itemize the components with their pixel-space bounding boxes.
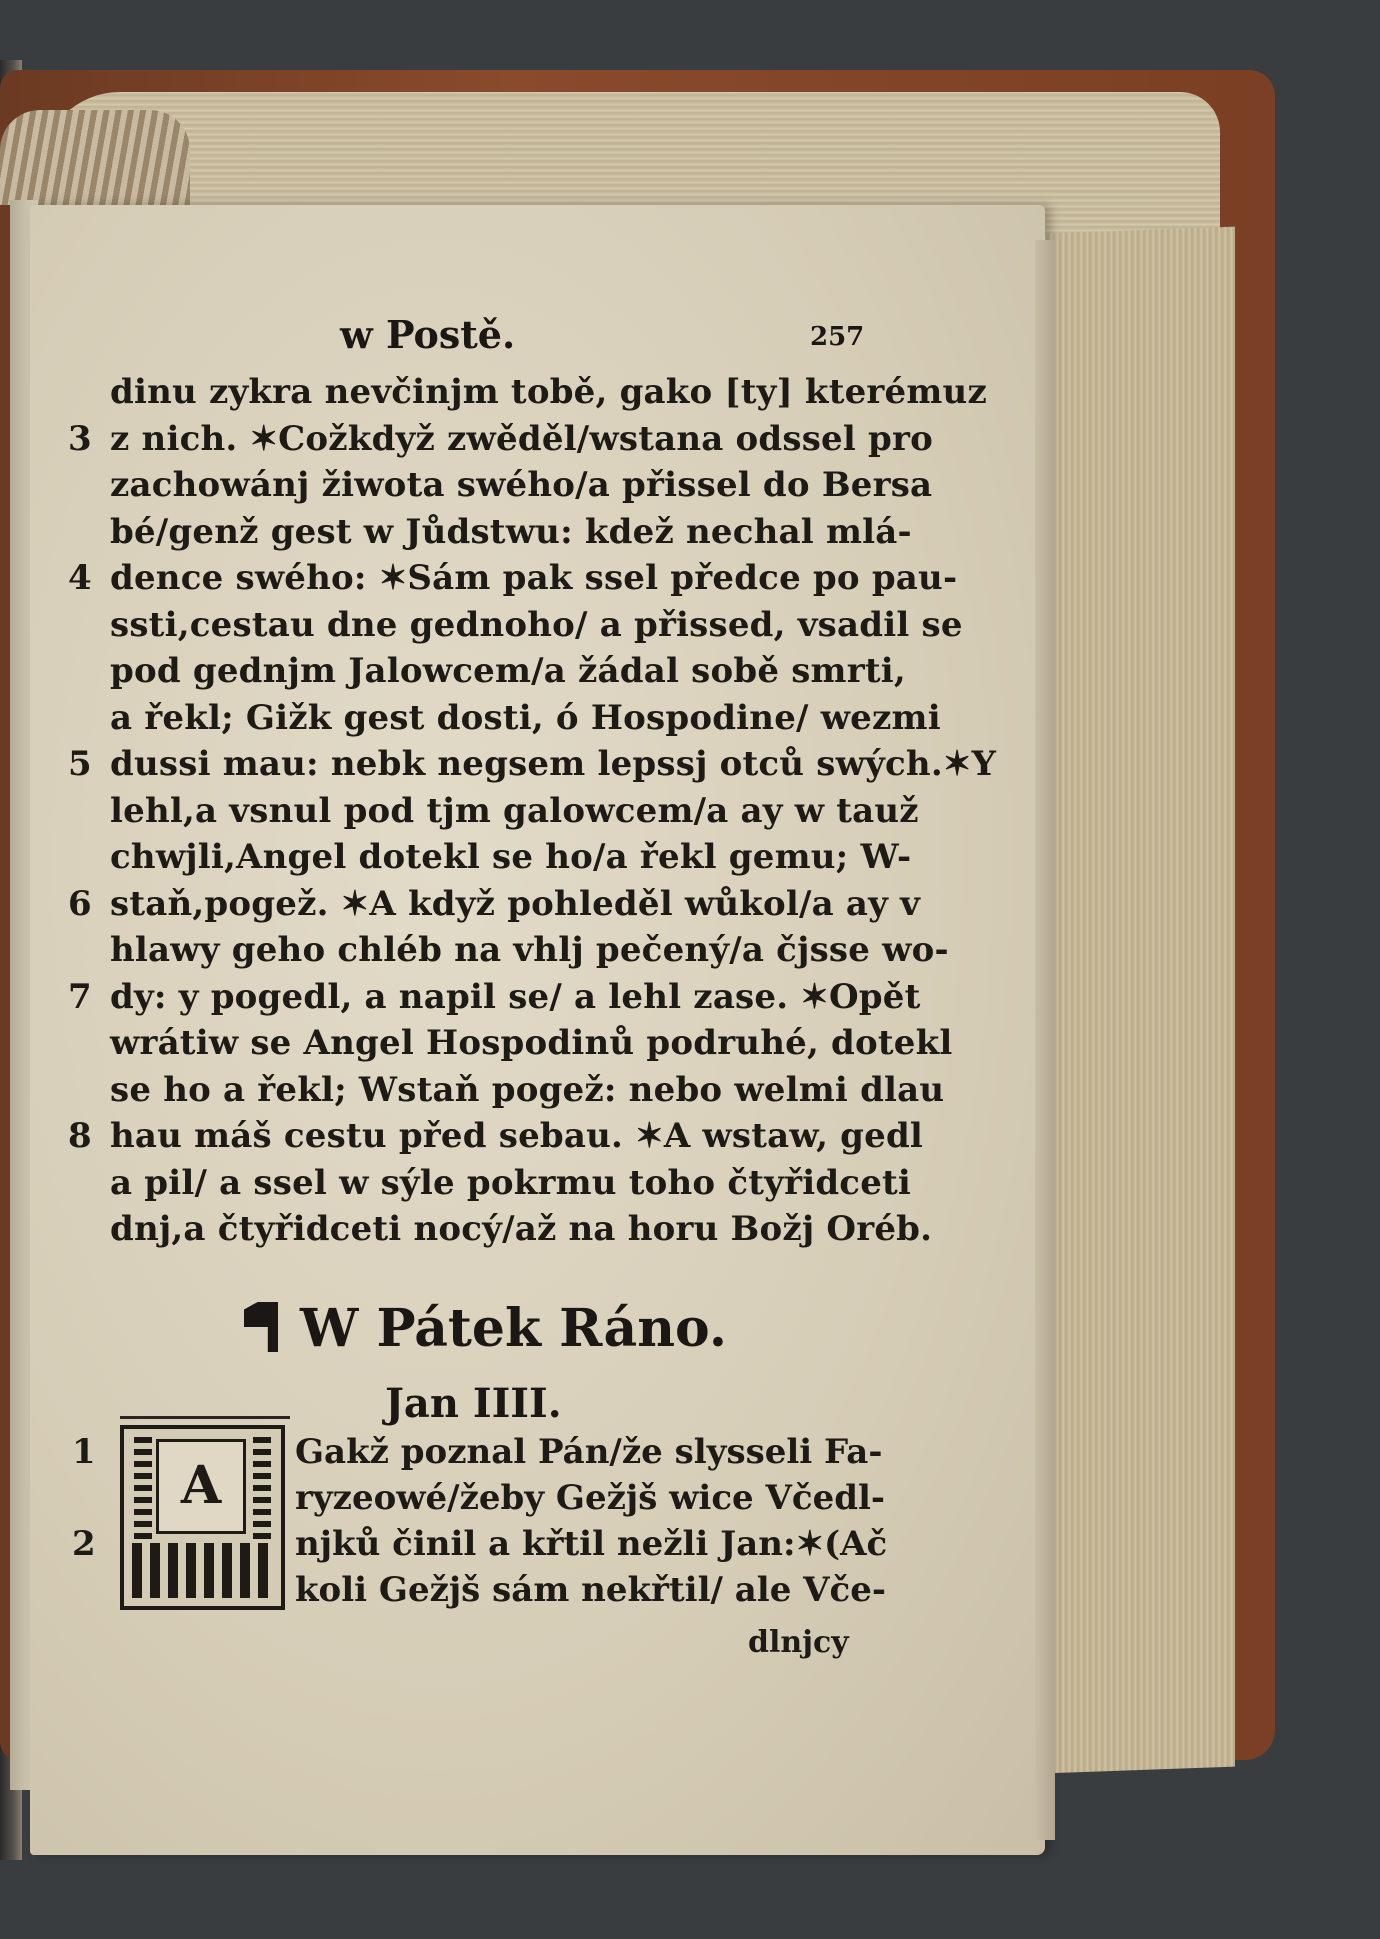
verse-number: 4 [68, 558, 92, 598]
page-shadow [1035, 240, 1055, 1840]
text-line: dy: y pogedl, a napil se/ a lehl zase. ✶Opět [110, 976, 921, 1017]
text-line: hlawy geho chléb na vhlj pečený/a čjsse wo- [110, 930, 949, 970]
text-line: ssti,cestau dne gednoho/ a přissed, vsadil se [110, 604, 963, 645]
text-line: ryzeowé/žeby Gežjš wice Včedl- [295, 1478, 886, 1518]
initial-pillar-right [253, 1437, 271, 1542]
initial-letter: A [156, 1439, 246, 1534]
verse-number: 5 [68, 744, 92, 784]
initial-ornament [132, 1543, 273, 1598]
text-line: staň,pogež. ✶A když pohleděl wůkol/a ay v [110, 883, 921, 924]
section-heading-text: W Pátek Ráno. [300, 1298, 727, 1359]
decorated-initial [120, 1425, 285, 1610]
text-line: a pil/ a ssel w sýle pokrmu toho čtyřidceti [110, 1162, 912, 1203]
text-line: hau máš cestu před sebau. ✶A wstaw, gedl [110, 1116, 924, 1156]
text-line: koli Gežjš sám nekřtil/ ale Vče- [295, 1570, 886, 1610]
text-line: bé/genž gest w Jůdstwu: kdež nechal mlá- [110, 511, 912, 552]
text-line: zachowánj žiwota swého/a přissel do Bersa [110, 465, 933, 505]
headband [0, 110, 190, 205]
verse-number: 7 [68, 976, 92, 1017]
text-line: chwjli,Angel dotekl se ho/a řekl gemu; W- [110, 837, 912, 877]
verse-number: 1 [72, 1432, 96, 1472]
verse-number: 2 [72, 1524, 96, 1564]
catchword: dlnjcy [748, 1625, 849, 1660]
text-line: wrátiw se Angel Hospodinů podruhé, dotekl [110, 1023, 953, 1063]
text-line: se ho a řekl; Wstaň pogež: nebo welmi dlau [110, 1069, 945, 1110]
text-line: pod gednjm Jalowcem/a žádal sobě smrti, [110, 651, 906, 691]
folio: 257 [810, 322, 865, 352]
text-line: dence swého: ✶Sám pak ssel předce po pau- [110, 558, 958, 598]
initial-pillar-left [134, 1437, 152, 1542]
verse-number: 8 [68, 1116, 92, 1156]
divider [120, 1416, 290, 1419]
text-line: Gakž poznal Pán/že slysseli Fa- [295, 1432, 883, 1472]
page-block-fore-edge [1045, 227, 1235, 1774]
text-line: a řekl; Gižk gest dosti, ó Hospodine/ wezmi [110, 697, 941, 738]
chapter-heading: Jan IIII. [385, 1380, 562, 1427]
verse-number: 6 [68, 883, 92, 924]
running-head: w Postě. [340, 312, 516, 357]
text-line: lehl,a vsnul pod tjm galowcem/a ay w tauž [110, 790, 919, 831]
text-line: dussi mau: nebk negsem lepssj otců swých.✶Y [110, 744, 997, 784]
text-line: z nich. ✶Cožkdyž zwěděl/wstana odssel pro [110, 418, 934, 459]
verse-number: 3 [68, 418, 92, 459]
text-line: dinu zykra nevčinjm tobě, gako [ty] kterémuz [110, 372, 987, 412]
section-heading [240, 1298, 727, 1359]
text-line: dnj,a čtyřidceti nocý/až na horu Božj Oréb. [110, 1209, 933, 1249]
text-line: njků činil a křtil nežli Jan:✶(Ač [295, 1524, 888, 1564]
